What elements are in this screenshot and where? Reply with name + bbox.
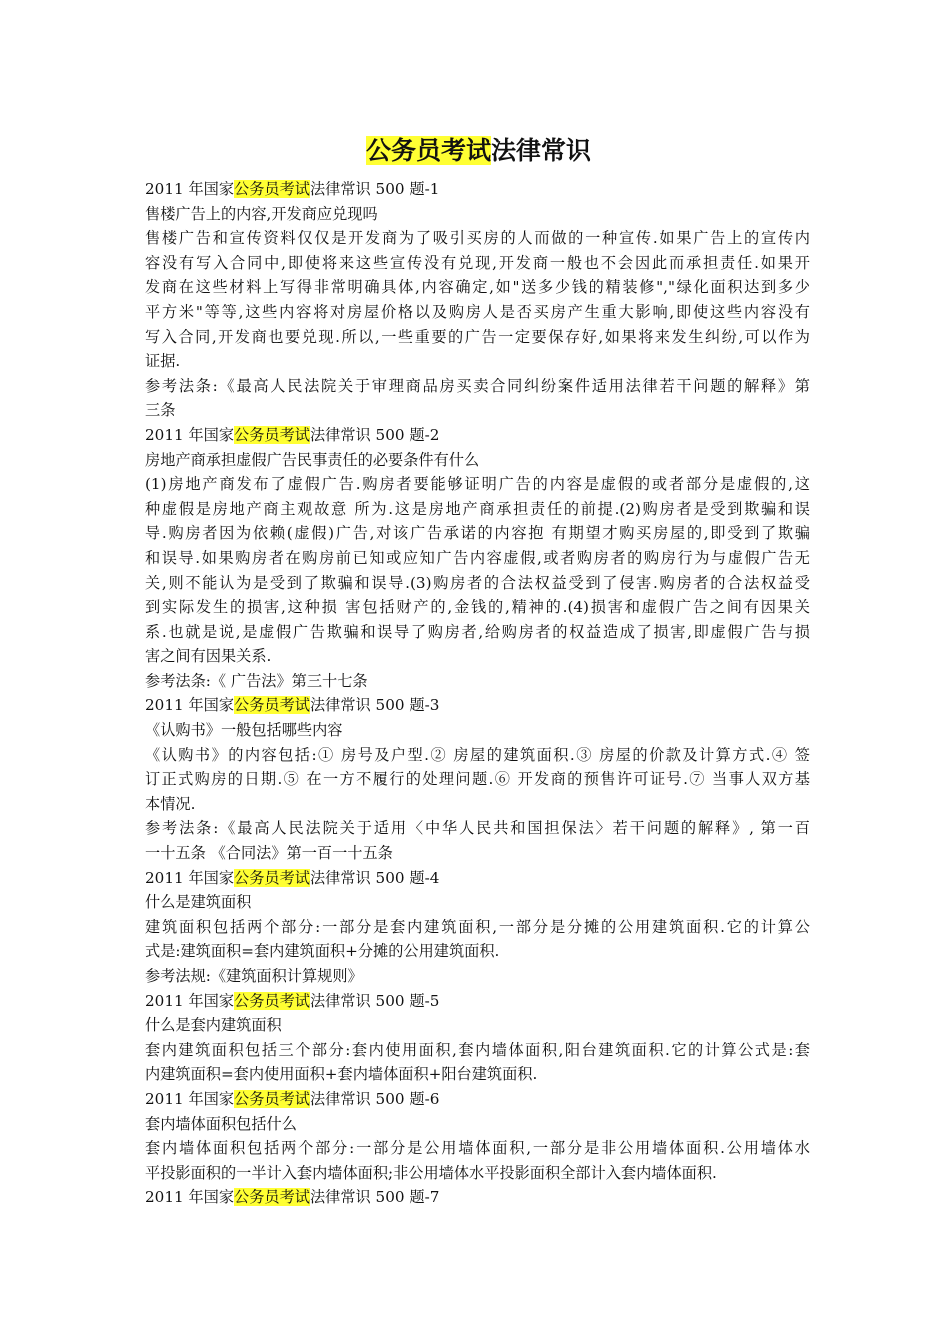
heading-suffix: 法律常识 500 题-2: [309, 425, 440, 444]
document-page: [145, 133, 810, 1210]
heading-highlight: 公务员考试: [234, 1089, 310, 1108]
section-answer-line: 关,则不能认为是受到了欺骗和误导.(3)购房者的合法权益受到了侵害.购房者的合法权益受: [145, 573, 810, 592]
section-reference-line: 参考法条:《最高人民法院关于审理商品房买卖合同纠纷案件适用法律若干问题的解释》第: [145, 376, 810, 395]
section-answer-line: 写入合同,开发商也要兑现.所以,一些重要的广告一定要保存好,如果将来发生纠纷,可以作为: [145, 327, 810, 346]
heading-suffix: 法律常识 500 题-7: [309, 1188, 440, 1207]
section-question: 售楼广告上的内容,开发商应兑现吗: [145, 204, 378, 223]
heading-highlight: 公务员考试: [234, 425, 310, 444]
section-reference-line: 一十五条 《合同法》第一百一十五条: [145, 844, 393, 863]
heading-prefix: 2011 年国家: [145, 1089, 235, 1108]
section-reference-line: 参考法条:《最高人民法院关于适用〈中华人民共和国担保法〉若干问题的解释》, 第一百: [145, 819, 810, 838]
section-answer-line: 容没有写入合同中,即使将来这些宣传没有兑现,开发商一般也不会因此而承担责任.如果开: [145, 253, 810, 272]
section-answer-line: 本情况.: [145, 794, 196, 813]
heading-suffix: 法律常识 500 题-5: [309, 991, 440, 1010]
section-answer: [145, 743, 810, 817]
section-answer: [145, 915, 810, 964]
heading-suffix: 法律常识 500 题-4: [309, 868, 440, 887]
section-answer-line: 种虚假是房地产商主观故意 所为.这是房地产商承担责任的前提.(2)购房者是受到欺骗和误: [145, 499, 810, 518]
section-answer-line: 导.购房者因为依赖(虚假)广告,对该广告承诺的内容抱 有期望才购买房屋的,即受到了欺骗: [145, 524, 810, 543]
heading-prefix: 2011 年国家: [145, 868, 235, 887]
section-answer-line: 平方米"等等,这些内容将对房屋价格以及购房人是否买房产生重大影响,即使这些内容没有: [145, 302, 810, 321]
heading-prefix: 2011 年国家: [145, 991, 235, 1010]
title-highlight: 公务员考试: [365, 136, 491, 165]
heading-highlight: 公务员考试: [234, 1188, 310, 1207]
section-answer: [145, 472, 810, 669]
section-question: 什么是套内建筑面积: [145, 1016, 282, 1035]
heading-highlight: 公务员考试: [234, 991, 310, 1010]
heading-suffix: 法律常识 500 题-6: [309, 1089, 440, 1108]
section-answer-line: 平投影面积的一半计入套内墙体面积;非公用墙体水平投影面积全部计入套内墙体面积.: [145, 1163, 717, 1182]
section-heading: [145, 989, 810, 1014]
section-answer: [145, 1136, 810, 1185]
heading-suffix: 法律常识 500 题-1: [309, 180, 440, 198]
section-question: 套内墙体面积包括什么: [145, 1114, 297, 1133]
section-answer-line: 内建筑面积=套内使用面积+套内墙体面积+阳台建筑面积.: [145, 1065, 538, 1084]
section-heading: [145, 693, 810, 718]
section-answer-line: 《认购书》的内容包括:① 房号及户型.② 房屋的建筑面积.③ 房屋的价款及计算方式.④ 签: [145, 745, 810, 764]
section-answer-line: 证据.: [145, 352, 181, 371]
section-answer-line: 套内墙体面积包括两个部分:一部分是公用墙体面积,一部分是非公用墙体面积.公用墙体水: [145, 1139, 810, 1158]
section-answer-line: (1)房地产商发布了虚假广告.购房者要能够证明广告的内容是虚假的或者部分是虚假的,这: [145, 475, 810, 494]
section-reference-line: 参考法规:《建筑面积计算规则》: [145, 967, 363, 985]
section-reference: [145, 964, 810, 989]
heading-prefix: 2011 年国家: [145, 180, 235, 198]
section-answer-line: 害之间有因果关系.: [145, 647, 272, 666]
section-answer-line: 售楼广告和宣传资料仅仅是开发商为了吸引买房的人而做的一种宣传.如果广告上的宣传内: [145, 229, 810, 248]
heading-highlight: 公务员考试: [234, 696, 310, 715]
section-question: 房地产商承担虚假广告民事责任的必要条件有什么: [145, 450, 480, 469]
section-answer: [145, 1038, 810, 1087]
section-answer-line: 和误导.如果购房者在购房前已知或应知广告内容虚假,或者购房者的购房行为与虚假广告无: [145, 548, 810, 567]
section-answer-line: 建筑面积包括两个部分:一部分是套内建筑面积,一部分是分摊的公用建筑面积.它的计算公: [145, 917, 810, 936]
section-reference: [145, 374, 810, 423]
section-heading: [145, 1185, 810, 1210]
document-body: [145, 177, 810, 1210]
section-answer-line: 发商在这些材料上写得非常明确具体,内容确定,如"送多少钱的精装修","绿化面积达到多少: [145, 278, 810, 297]
section-heading: [145, 866, 810, 891]
title-rest: 法律常识: [491, 136, 592, 165]
section-reference: [145, 669, 810, 694]
section-heading: [145, 1087, 810, 1112]
heading-highlight: 公务员考试: [234, 868, 310, 887]
section-question: 什么是建筑面积: [145, 893, 252, 912]
section-answer-line: 式是:建筑面积=套内建筑面积+分摊的公用建筑面积.: [145, 942, 500, 961]
section-answer-line: 套内建筑面积包括三个部分:套内使用面积,套内墙体面积,阳台建筑面积.它的计算公式是:套: [145, 1040, 810, 1059]
document-title: [145, 133, 810, 173]
heading-highlight: 公务员考试: [234, 180, 310, 198]
section-heading: [145, 423, 810, 448]
section-reference-line: 三条: [145, 401, 176, 420]
section-answer-line: 到实际发生的损害,这种损 害包括财产的,金钱的,精神的.(4)损害和虚假广告之间有因果关: [145, 598, 810, 617]
heading-prefix: 2011 年国家: [145, 1188, 235, 1207]
section-question: 《认购书》一般包括哪些内容: [145, 721, 343, 740]
section-reference-line: 参考法条:《 广告法》第三十七条: [145, 671, 368, 690]
section-heading: [145, 177, 810, 202]
section-reference: [145, 816, 810, 865]
heading-suffix: 法律常识 500 题-3: [309, 696, 440, 715]
section-answer-line: 订正式购房的日期.⑤ 在一方不履行的处理问题.⑥ 开发商的预售许可证号.⑦ 当事人双方基: [145, 770, 810, 789]
heading-prefix: 2011 年国家: [145, 696, 235, 715]
heading-prefix: 2011 年国家: [145, 425, 235, 444]
section-answer-line: 系.也就是说,是虚假广告欺骗和误导了购房者,给购房者的权益造成了损害,即虚假广告与损: [145, 622, 810, 641]
section-answer: [145, 226, 810, 374]
